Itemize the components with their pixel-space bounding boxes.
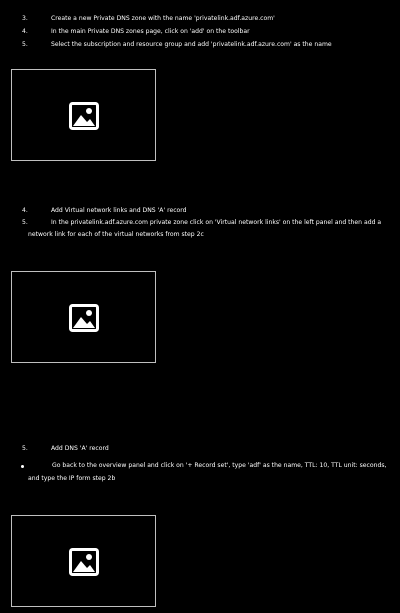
screenshot-placeholder bbox=[11, 69, 156, 161]
step-number: 5. bbox=[22, 219, 28, 226]
step-number: 3. bbox=[22, 15, 28, 22]
step-number: 5. bbox=[22, 445, 28, 452]
step-number: 4. bbox=[22, 28, 28, 35]
step-text-continued: network link for each of the virtual networks from step 2c bbox=[28, 231, 204, 238]
bullet-text-continued: and type the IP form step 2b bbox=[28, 475, 116, 482]
step-text: Add Virtual network links and DNS 'A' record bbox=[51, 207, 187, 214]
step-text: In the privatelink.adf.azure.com private zone click on 'Virtual network links' on the left panel and then add a bbox=[51, 219, 382, 226]
step-text: Add DNS 'A' record bbox=[51, 445, 109, 452]
image-placeholder-icon bbox=[69, 102, 99, 130]
screenshot-placeholder bbox=[11, 271, 156, 363]
step-text: Select the subscription and resource group and add 'privatelink.adf.azure.com' as the name bbox=[51, 41, 332, 48]
image-placeholder-icon bbox=[69, 548, 99, 576]
step-number: 5. bbox=[22, 41, 28, 48]
step-number: 4. bbox=[22, 207, 28, 214]
bullet-text: Go back to the overview panel and click on '+ Record set', type 'adf' as the name, TTL: 10, TTL unit: seconds, bbox=[52, 462, 387, 469]
step-text: Create a new Private DNS zone with the name 'privatelink.adf.azure.com' bbox=[51, 15, 275, 22]
bullet-icon bbox=[21, 465, 24, 468]
screenshot-placeholder bbox=[11, 515, 156, 607]
image-placeholder-icon bbox=[69, 304, 99, 332]
step-text: In the main Private DNS zones page, click on 'add' on the toolbar bbox=[51, 28, 250, 35]
